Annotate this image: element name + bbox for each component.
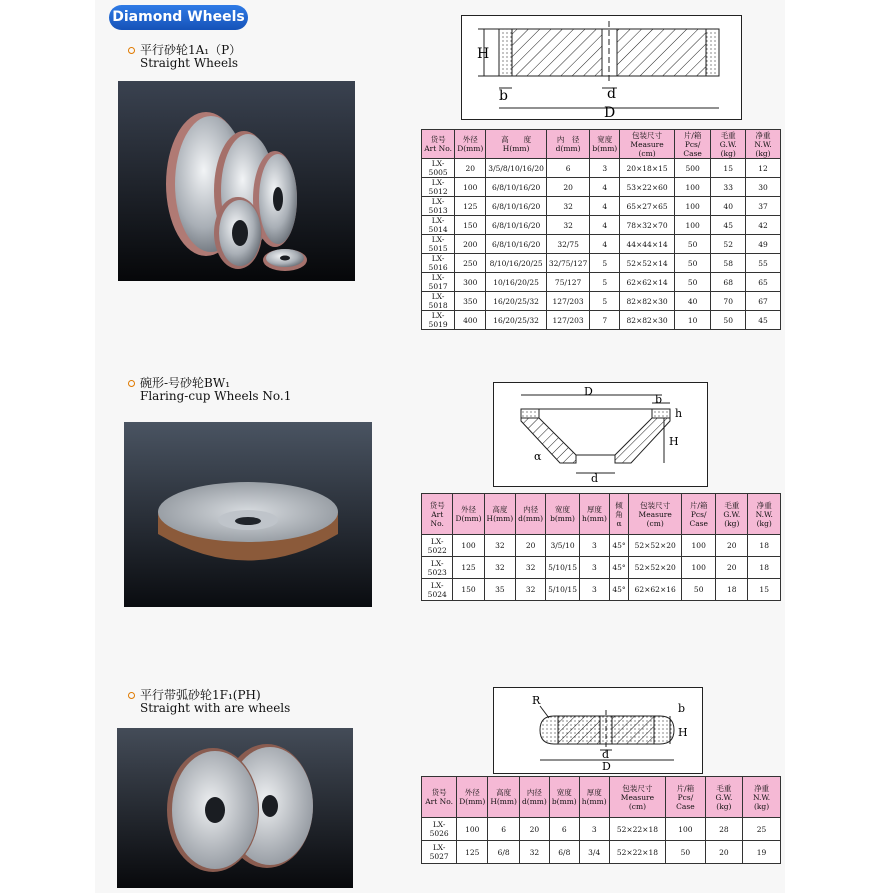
header-text: G.W. (kg) — [723, 509, 741, 528]
bullet-icon — [128, 380, 135, 387]
table-header-cell — [666, 777, 705, 818]
label-d: d — [602, 748, 610, 761]
header-text: 外径 — [462, 135, 478, 144]
header-text: α — [616, 518, 622, 528]
label-b: b — [499, 88, 508, 104]
bullet-icon — [128, 47, 135, 54]
table-cell: 150 — [455, 216, 486, 235]
table-header-cell — [716, 494, 748, 535]
table-row — [422, 535, 781, 557]
table-cell: 10 — [674, 311, 711, 330]
table-cell: 12 — [746, 159, 781, 178]
straight-arc-wheel-image — [117, 728, 353, 888]
table-cell: 50 — [674, 235, 711, 254]
label-h: h — [675, 407, 683, 420]
table-row — [422, 254, 781, 273]
table-cell: 4 — [590, 235, 620, 254]
header-text: 毛重 — [716, 783, 732, 793]
header-text: N.W. (kg) — [752, 792, 771, 811]
table-header-cell — [743, 777, 781, 818]
label-b: b — [655, 393, 663, 406]
table-cell: 58 — [711, 254, 746, 273]
table-cell: 50 — [682, 579, 716, 601]
table-row — [422, 818, 781, 841]
header-text: Measure (cm) — [620, 792, 655, 811]
table-cell: 125 — [453, 557, 484, 579]
section-1-title — [128, 44, 241, 70]
table-cell: LX-5027 — [422, 841, 457, 864]
section-2-title — [128, 377, 291, 403]
table-cell: 250 — [455, 254, 486, 273]
header-text: Art No. — [424, 144, 452, 153]
header-text: 高度 — [492, 505, 508, 514]
header-text: 货号 — [429, 500, 445, 510]
table-cell: 100 — [682, 557, 716, 579]
header-text: Measure (cm) — [630, 139, 664, 158]
table-cell: 400 — [455, 311, 486, 330]
table-header-cell — [609, 494, 628, 535]
table-header-cell — [674, 130, 711, 159]
table-cell: 44×44×14 — [620, 235, 675, 254]
table-cell: 20 — [519, 818, 549, 841]
straight-wheel-spec-table — [421, 129, 781, 330]
header-text: 内 径 — [556, 135, 580, 144]
header-text: 包装尺寸 — [640, 500, 671, 510]
table-cell: 6/8/10/16/20 — [486, 216, 547, 235]
flaring-cup-diagram — [493, 382, 708, 487]
header-text: Pcs/ Case — [689, 509, 708, 528]
table-cell: LX-5013 — [422, 197, 455, 216]
table-cell: LX-5026 — [422, 818, 457, 841]
straight-arc-wheel-spec-table — [421, 776, 781, 864]
table-cell: LX-5016 — [422, 254, 455, 273]
table-cell: 35 — [484, 579, 516, 601]
table-cell: 20 — [705, 841, 742, 864]
table-cell: 15 — [748, 579, 781, 601]
table-cell: 4 — [590, 216, 620, 235]
table-cell: 6/8 — [488, 841, 520, 864]
table-cell: 20 — [455, 159, 486, 178]
table-cell: 62×62×14 — [620, 273, 675, 292]
table-cell: 52×22×18 — [609, 818, 666, 841]
table-cell: 32 — [484, 557, 516, 579]
table-cell: 100 — [674, 178, 711, 197]
table-row — [422, 197, 781, 216]
table-cell: 15 — [711, 159, 746, 178]
table-header-row — [422, 494, 781, 535]
header-text: 外径 — [464, 788, 480, 797]
table-cell: 16/20/25/32 — [486, 292, 547, 311]
table-cell: 127/203 — [546, 311, 589, 330]
header-text: H(mm) — [490, 797, 517, 806]
table-cell: 300 — [455, 273, 486, 292]
table-cell: 50 — [674, 254, 711, 273]
table-cell: 5/10/15 — [546, 557, 580, 579]
table-cell: 32 — [516, 579, 546, 601]
table-cell: 20×18×15 — [620, 159, 675, 178]
label-H: H — [678, 726, 688, 739]
table-header-row — [422, 130, 781, 159]
table-row — [422, 311, 781, 330]
label-b: b — [678, 702, 686, 715]
table-cell: 3 — [579, 535, 609, 557]
straight-arc-wheel-photo — [117, 728, 353, 888]
header-text: 片/箱 — [689, 500, 708, 510]
header-text: 净重 — [756, 500, 772, 510]
table-header-cell — [711, 130, 746, 159]
label-D: D — [602, 760, 611, 773]
label-H: H — [669, 435, 679, 448]
table-cell: LX-5012 — [422, 178, 455, 197]
table-cell: 32/75/127 — [546, 254, 589, 273]
header-text: 高度 — [496, 788, 512, 797]
table-cell: 33 — [711, 178, 746, 197]
table-header-cell — [579, 494, 609, 535]
table-cell: 65 — [746, 273, 781, 292]
table-cell: 100 — [453, 535, 484, 557]
header-text: Art No. — [430, 509, 444, 528]
table-cell: 53×22×60 — [620, 178, 675, 197]
header-text: Measure (cm) — [638, 509, 672, 528]
table-cell: 25 — [743, 818, 781, 841]
header-text: 净重 — [755, 130, 771, 140]
header-text: d(mm) — [521, 797, 547, 806]
table-cell: 32 — [546, 216, 589, 235]
table-header-cell — [748, 494, 781, 535]
table-cell: LX-5014 — [422, 216, 455, 235]
table-cell: 350 — [455, 292, 486, 311]
table-cell: 45° — [609, 579, 628, 601]
table-cell: 125 — [457, 841, 488, 864]
table-cell: LX-5019 — [422, 311, 455, 330]
table-cell: 82×82×30 — [620, 292, 675, 311]
straight-wheel-image — [118, 81, 355, 281]
header-text: G.W. (kg) — [715, 792, 733, 811]
table-cell: 100 — [682, 535, 716, 557]
header-text: 宽度 — [555, 505, 571, 514]
table-cell: 4 — [590, 197, 620, 216]
table-cell: 6 — [488, 818, 520, 841]
table-cell: 3 — [579, 818, 609, 841]
table-header-cell — [546, 494, 580, 535]
table-cell: 6/8/10/16/20 — [486, 178, 547, 197]
header-text: h(mm) — [581, 797, 607, 806]
table-header-cell — [457, 777, 488, 818]
label-D: D — [604, 105, 616, 119]
table-cell: 5/10/15 — [546, 579, 580, 601]
table-cell: 100 — [455, 178, 486, 197]
table-cell: 45 — [711, 216, 746, 235]
table-cell: 100 — [666, 818, 705, 841]
table-header-cell — [682, 494, 716, 535]
table-cell: 70 — [711, 292, 746, 311]
table-header-cell — [422, 777, 457, 818]
table-cell: 4 — [590, 178, 620, 197]
table-cell: 3 — [590, 159, 620, 178]
table-cell: 7 — [590, 311, 620, 330]
table-cell: 67 — [746, 292, 781, 311]
table-cell: 20 — [546, 178, 589, 197]
table-cell: 50 — [711, 311, 746, 330]
table-cell: 45° — [609, 535, 628, 557]
header-text: b(mm) — [550, 514, 575, 523]
table-header-cell — [579, 777, 609, 818]
table-cell: 500 — [674, 159, 711, 178]
table-cell: 42 — [746, 216, 781, 235]
table-header-row — [422, 777, 781, 818]
header-text: 内径 — [526, 788, 542, 797]
table-cell: 5 — [590, 273, 620, 292]
table-row — [422, 841, 781, 864]
table-cell: 16/20/25/32 — [486, 311, 547, 330]
table-cell: 40 — [711, 197, 746, 216]
table-header-cell — [516, 494, 546, 535]
table-cell: 55 — [746, 254, 781, 273]
flaring-cup-image — [124, 422, 372, 607]
table-header-cell — [422, 130, 455, 159]
table-row — [422, 292, 781, 311]
table-cell: 10/16/20/25 — [486, 273, 547, 292]
table-cell: 32/75 — [546, 235, 589, 254]
table-row — [422, 273, 781, 292]
header-text: 厚度 — [586, 505, 602, 514]
table-cell: 52×52×14 — [620, 254, 675, 273]
table-cell: 5 — [590, 292, 620, 311]
header-text: d(mm) — [555, 144, 581, 153]
table-header-cell — [549, 777, 579, 818]
table-cell: 100 — [674, 216, 711, 235]
header-text: N.W. (kg) — [754, 139, 772, 158]
label-H: H — [477, 46, 490, 62]
table-header-cell — [629, 494, 682, 535]
table-cell: 8/10/16/20/25 — [486, 254, 547, 273]
header-text: Pcs/ Case — [676, 792, 695, 811]
section-badge: Diamond Wheels — [109, 5, 248, 30]
section-3-title — [128, 689, 290, 715]
table-header-cell — [620, 130, 675, 159]
header-text: 货号 — [430, 135, 446, 144]
table-cell: 3 — [579, 579, 609, 601]
table-cell: 6 — [549, 818, 579, 841]
table-header-cell — [590, 130, 620, 159]
header-text: 外径 — [461, 505, 476, 514]
table-cell: 32 — [519, 841, 549, 864]
table-cell: LX-5023 — [422, 557, 453, 579]
table-cell: 3 — [579, 557, 609, 579]
table-cell: 20 — [716, 557, 748, 579]
table-cell: LX-5018 — [422, 292, 455, 311]
table-row — [422, 579, 781, 601]
header-text: 厚度 — [586, 788, 602, 797]
table-cell: 45° — [609, 557, 628, 579]
table-header-cell — [746, 130, 781, 159]
header-text: 毛重 — [724, 500, 740, 510]
header-text: 片/箱 — [683, 130, 702, 140]
table-cell: 50 — [674, 273, 711, 292]
table-header-cell — [609, 777, 666, 818]
table-cell: 6/8/10/16/20 — [486, 197, 547, 216]
straight-wheel-photo — [118, 81, 355, 281]
label-alpha: α — [534, 450, 542, 463]
table-cell: 6 — [546, 159, 589, 178]
table-cell: 65×27×65 — [620, 197, 675, 216]
table-row — [422, 159, 781, 178]
section-2-title-en: Flaring-cup Wheels No.1 — [140, 389, 292, 403]
header-text: D(mm) — [459, 797, 486, 806]
table-cell: 68 — [711, 273, 746, 292]
table-cell: 6/8 — [549, 841, 579, 864]
header-text: b(mm) — [551, 797, 577, 806]
header-text: 倾角 — [615, 500, 623, 519]
table-header-cell — [422, 494, 453, 535]
header-text: Pcs/ Case — [683, 139, 702, 158]
table-cell: 127/203 — [546, 292, 589, 311]
header-text: 包装尺寸 — [632, 130, 663, 140]
table-cell: 6/8/10/16/20 — [486, 235, 547, 254]
table-cell: 5 — [590, 254, 620, 273]
table-cell: LX-5022 — [422, 535, 453, 557]
bullet-icon — [128, 692, 135, 699]
section-3-title-en: Straight with are wheels — [140, 701, 291, 715]
table-cell: 37 — [746, 197, 781, 216]
header-text: H(mm) — [486, 514, 514, 523]
table-cell: 45 — [746, 311, 781, 330]
table-cell: 19 — [743, 841, 781, 864]
table-cell: 18 — [716, 579, 748, 601]
straight-wheel-diagram — [461, 15, 742, 120]
table-row — [422, 235, 781, 254]
table-cell: 20 — [516, 535, 546, 557]
table-header-cell — [546, 130, 589, 159]
header-text: D(mm) — [455, 514, 482, 523]
table-cell: 50 — [666, 841, 705, 864]
flaring-cup-photo — [124, 422, 372, 607]
header-text: 宽度 — [597, 135, 613, 144]
table-cell: 100 — [457, 818, 488, 841]
section-3-title-cn: 平行带弧砂轮1F₁(PH) — [140, 688, 261, 702]
table-cell: 75/127 — [546, 273, 589, 292]
table-cell: 18 — [748, 535, 781, 557]
table-cell: 28 — [705, 818, 742, 841]
table-cell: 3/5/10 — [546, 535, 580, 557]
header-text: 高 度 — [501, 135, 532, 144]
section-2-title-cn: 碗形-号砂轮BW₁ — [140, 376, 231, 390]
label-d: d — [607, 86, 616, 102]
table-cell: LX-5017 — [422, 273, 455, 292]
header-text: D(mm) — [457, 144, 484, 153]
table-cell: 32 — [516, 557, 546, 579]
header-text: Art No. — [425, 797, 453, 806]
table-cell: 200 — [455, 235, 486, 254]
straight-arc-wheel-diagram — [493, 687, 703, 774]
table-header-cell — [519, 777, 549, 818]
table-cell: 3/5/8/10/16/20 — [486, 159, 547, 178]
table-row — [422, 557, 781, 579]
table-cell: 100 — [674, 197, 711, 216]
table-header-cell — [455, 130, 486, 159]
table-cell: 52 — [711, 235, 746, 254]
table-cell: 52×52×20 — [629, 535, 682, 557]
table-cell: 125 — [455, 197, 486, 216]
header-text: 净重 — [754, 783, 770, 793]
header-text: 货号 — [431, 788, 447, 797]
header-text: 片/箱 — [676, 783, 695, 793]
header-text: H(mm) — [502, 144, 530, 153]
table-header-cell — [486, 130, 547, 159]
table-cell: 20 — [716, 535, 748, 557]
header-text: 包装尺寸 — [622, 783, 653, 793]
table-cell: 150 — [453, 579, 484, 601]
section-1-title-en: Straight Wheels — [140, 56, 239, 70]
table-cell: 40 — [674, 292, 711, 311]
table-row — [422, 178, 781, 197]
table-header-cell — [484, 494, 516, 535]
table-cell: LX-5005 — [422, 159, 455, 178]
label-D: D — [584, 385, 593, 398]
table-cell: 18 — [748, 557, 781, 579]
table-cell: 62×62×16 — [629, 579, 682, 601]
table-cell: 32 — [484, 535, 516, 557]
header-text: 宽度 — [556, 788, 572, 797]
label-R: R — [532, 694, 541, 707]
table-cell: LX-5015 — [422, 235, 455, 254]
header-text: d(mm) — [518, 514, 544, 523]
label-d: d — [591, 472, 599, 485]
header-text: b(mm) — [592, 144, 618, 153]
table-row — [422, 216, 781, 235]
header-text: N.W. (kg) — [755, 509, 773, 528]
table-cell: 52×22×18 — [609, 841, 666, 864]
table-cell: LX-5024 — [422, 579, 453, 601]
table-cell: 82×82×30 — [620, 311, 675, 330]
table-cell: 49 — [746, 235, 781, 254]
table-cell: 30 — [746, 178, 781, 197]
header-text: h(mm) — [581, 514, 607, 523]
table-header-cell — [488, 777, 520, 818]
section-1-title-cn: 平行砂轮1A₁（P） — [140, 43, 242, 57]
flaring-cup-spec-table — [421, 493, 781, 601]
header-text: 内径 — [523, 505, 539, 514]
table-cell: 52×52×20 — [629, 557, 682, 579]
table-header-cell — [705, 777, 742, 818]
header-text: G.W. (kg) — [719, 139, 737, 158]
header-text: 毛重 — [720, 130, 736, 140]
table-cell: 3/4 — [579, 841, 609, 864]
table-header-cell — [453, 494, 484, 535]
table-cell: 78×32×70 — [620, 216, 675, 235]
table-cell: 32 — [546, 197, 589, 216]
